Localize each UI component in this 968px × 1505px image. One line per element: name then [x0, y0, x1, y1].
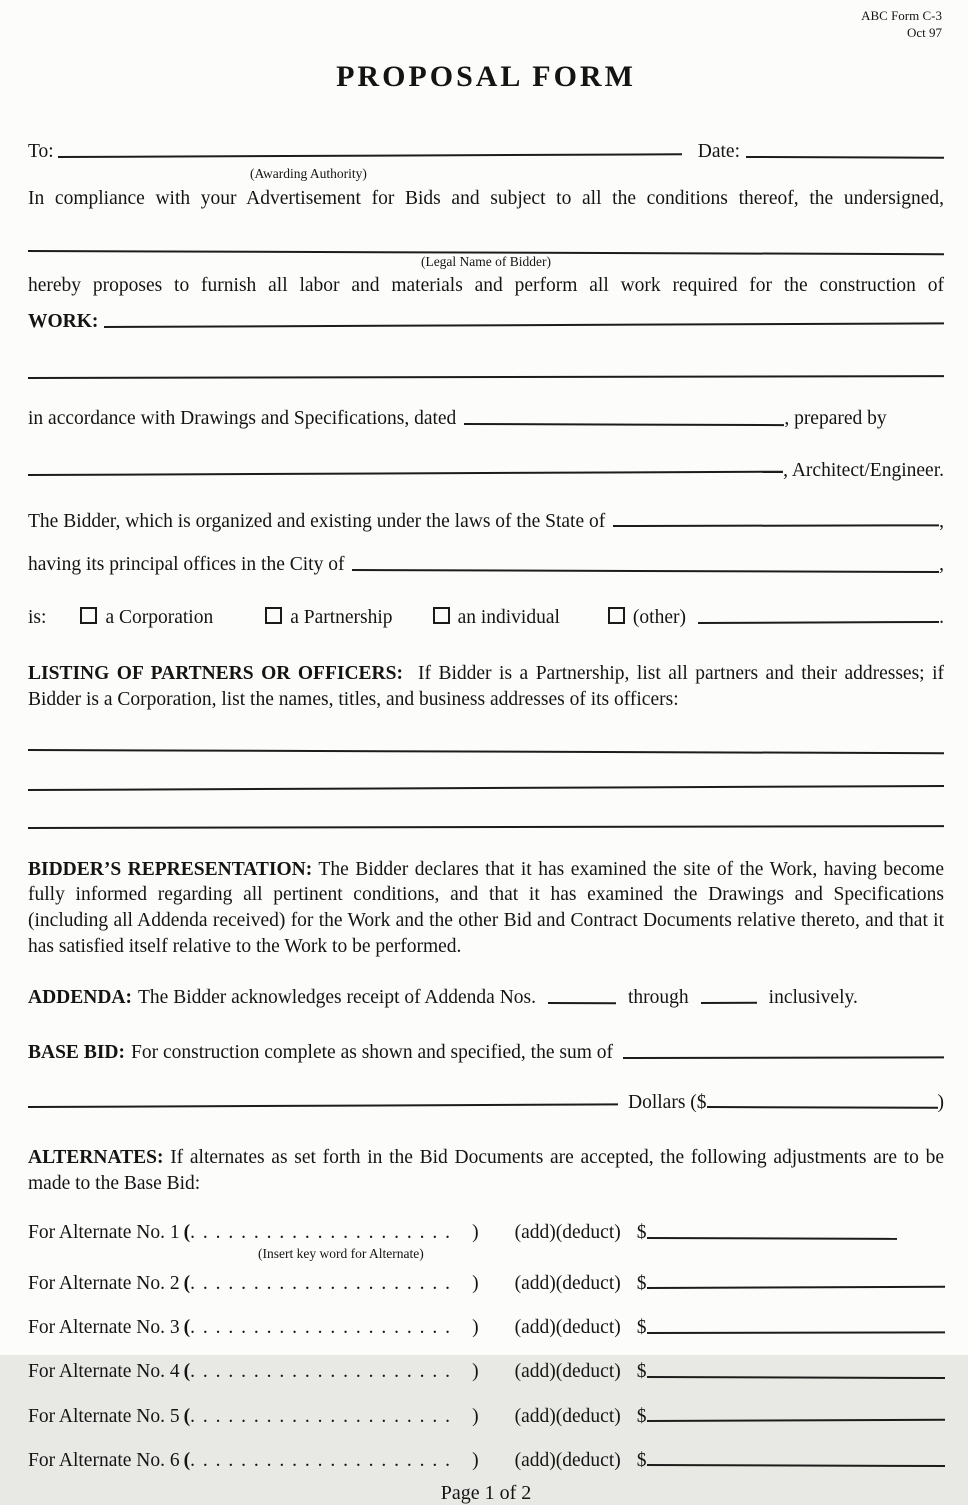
bidder-state-text: The Bidder, which is organized and existing under the laws of the State of — [28, 510, 606, 532]
alternate-row-6 — [28, 1446, 944, 1473]
alt-1-open-paren: ( — [183, 1222, 191, 1244]
alternate-row-5 — [28, 1402, 944, 1429]
city-field-line[interactable] — [352, 551, 939, 573]
alternate-1-label: For Alternate No. 1 — [28, 1222, 180, 1244]
architect-field-line[interactable] — [28, 453, 783, 476]
alternate-6-label: For Alternate No. 6 — [28, 1449, 180, 1471]
alt-5-dollar: $ — [636, 1405, 647, 1427]
alt-3-add-deduct: (add)(deduct) — [514, 1317, 621, 1339]
alt-5-amount-field[interactable] — [646, 1401, 944, 1422]
base-bid-row-1 — [28, 1039, 944, 1066]
alt-3-amount-field[interactable] — [646, 1313, 944, 1333]
alt-6-add-deduct: (add)(deduct) — [514, 1449, 621, 1471]
accordance-row-1 — [28, 405, 944, 432]
alt-5-close-paren: ) — [472, 1405, 479, 1427]
work-field-line-2[interactable] — [28, 375, 944, 379]
page-title: PROPOSAL FORM — [336, 59, 636, 93]
is-label: is: — [28, 607, 47, 629]
bidder-city-suffix: , — [939, 554, 944, 576]
base-bid-amount-field[interactable] — [707, 1088, 938, 1108]
addenda-from-field[interactable] — [548, 984, 616, 1004]
alt-2-amount-field[interactable] — [646, 1268, 944, 1289]
alternate-row-4 — [28, 1358, 944, 1385]
base-bid-sum-field[interactable] — [623, 1038, 944, 1058]
alt-4-open-paren: ( — [183, 1361, 191, 1383]
bidder-city-row — [28, 551, 944, 578]
dollars-label: Dollars ($ — [628, 1091, 707, 1113]
corporation-option — [80, 605, 213, 631]
listing-paragraph — [28, 661, 944, 712]
entity-type-row — [28, 604, 944, 631]
alternate-2-label: For Alternate No. 2 — [28, 1272, 180, 1294]
bidder-state-suffix: , — [939, 510, 944, 532]
other-field-line[interactable] — [698, 603, 939, 624]
work-field-line-1[interactable] — [104, 304, 944, 327]
to-label: To: — [28, 141, 54, 163]
alt-3-dots: . . . . . . . . . . . . . . . . . . . . . — [190, 1317, 452, 1339]
partnership-label: a Partnership — [290, 607, 393, 629]
base-bid-text: For construction complete as shown and specified, the sum of — [131, 1042, 613, 1064]
alt-1-add-deduct: (add)(deduct) — [514, 1222, 621, 1244]
alt-6-amount-field[interactable] — [647, 1446, 945, 1467]
base-bid-words-field[interactable] — [28, 1086, 618, 1108]
partnership-option — [265, 605, 392, 631]
alt-1-amount-field[interactable] — [647, 1219, 897, 1239]
representation-heading: BIDDER’S REPRESENTATION: — [28, 858, 313, 880]
partners-field-line-3[interactable] — [28, 825, 944, 829]
architect-suffix: , Architect/Engineer. — [783, 459, 944, 481]
partners-field-line-2[interactable] — [28, 785, 944, 791]
form-reference-line1: ABC Form C-3 — [861, 8, 942, 23]
partnership-checkbox[interactable] — [265, 607, 282, 624]
alt-5-open-paren: ( — [183, 1405, 191, 1427]
alt-6-close-paren: ) — [472, 1449, 479, 1471]
accordance-before-date: in accordance with Drawings and Specifications, dated — [28, 408, 457, 430]
alt-1-dots: . . . . . . . . . . . . . . . . . . . . . — [190, 1222, 452, 1244]
alt-2-close-paren: ) — [472, 1272, 479, 1294]
compliance-text: In compliance with your Advertisement for Bids and subject to all the conditions thereof, the undersigned, — [28, 188, 944, 210]
alternate-row-2 — [28, 1269, 944, 1296]
alternate-row-1 — [28, 1219, 944, 1246]
drawings-date-field-line[interactable] — [464, 405, 784, 426]
corporation-label: a Corporation — [105, 607, 214, 629]
proposes-text: hereby proposes to furnish all labor and materials and perform all work required for the construction of — [28, 274, 944, 296]
listing-heading: LISTING OF PARTNERS OR OFFICERS: — [28, 663, 403, 685]
individual-label: an individual — [457, 607, 560, 629]
alt-2-add-deduct: (add)(deduct) — [514, 1272, 621, 1294]
alternate-4-label: For Alternate No. 4 — [28, 1361, 180, 1383]
base-bid-heading: BASE BID: — [28, 1042, 125, 1064]
page-number: Page 1 of 2 — [440, 1481, 532, 1504]
alternate-row-3 — [28, 1314, 944, 1341]
date-label: Date: — [697, 141, 740, 163]
addenda-heading: ADDENDA: — [28, 987, 132, 1009]
accordance-after-date: , prepared by — [784, 408, 887, 430]
work-label: WORK: — [28, 311, 99, 333]
alt-6-open-paren: ( — [183, 1449, 191, 1471]
alternates-heading: ALTERNATES: — [28, 1147, 164, 1169]
alt-4-close-paren: ) — [472, 1361, 479, 1383]
partners-field-line-1[interactable] — [28, 749, 944, 754]
alternate-5-label: For Alternate No. 5 — [28, 1405, 180, 1427]
insert-key-word-note: (Insert key word for Alternate) — [258, 1246, 424, 1262]
addenda-to-field[interactable] — [701, 983, 757, 1003]
alternates-body: If alternates as set forth in the Bid Documents are accepted, the following adjustments are to be made to the Base Bid: — [28, 1147, 945, 1195]
to-date-row — [28, 138, 944, 165]
other-option — [608, 605, 686, 631]
alternates-paragraph — [28, 1145, 944, 1196]
alt-2-dots: . . . . . . . . . . . . . . . . . . . . . — [190, 1272, 452, 1294]
accordance-row-2 — [28, 456, 944, 483]
alt-6-dollar: $ — [636, 1449, 647, 1471]
form-reference-line2: Oct 97 — [906, 24, 942, 40]
alt-1-close-paren: ) — [472, 1222, 479, 1244]
representation-paragraph — [28, 857, 944, 960]
form-reference — [28, 8, 944, 42]
addenda-text: The Bidder acknowledges receipt of Addenda Nos. — [138, 987, 536, 1009]
other-suffix: . — [939, 607, 944, 629]
other-checkbox[interactable] — [608, 607, 625, 624]
alternate-3-label: For Alternate No. 3 — [28, 1317, 180, 1339]
addenda-through-label: through — [628, 987, 689, 1009]
alt-5-dots: . . . . . . . . . . . . . . . . . . . . . — [190, 1405, 452, 1427]
alt-4-add-deduct: (add)(deduct) — [514, 1361, 621, 1383]
alt-3-dollar: $ — [636, 1317, 647, 1339]
date-field-line[interactable] — [746, 138, 944, 158]
alt-5-add-deduct: (add)(deduct) — [514, 1405, 621, 1427]
awarding-authority-note: (Awarding Authority) — [250, 166, 367, 182]
listing-body: If Bidder is a Partnership, list all partners and their addresses; if Bidder is a Corporation, list the names, titles, and business addresses of its officers: — [28, 663, 945, 710]
to-field-line[interactable] — [58, 135, 682, 157]
base-bid-row-2 — [28, 1088, 944, 1115]
addenda-row — [28, 984, 944, 1011]
addenda-suffix: inclusively. — [768, 987, 858, 1009]
dollars-close-paren: ) — [937, 1091, 944, 1113]
alt-3-open-paren: ( — [183, 1317, 191, 1339]
representation-body: The Bidder declares that it has examined the site of the Work, having become fully informed regarding all pertinent conditions, and that it has examined the Drawings and Specifications (including all Addenda received) for the Work and the other Bid and Contract Documents relative thereto, and that it has satisfied itself relative to the Work to be performed. — [28, 858, 945, 957]
individual-option — [433, 605, 560, 631]
alt-2-open-paren: ( — [183, 1272, 191, 1294]
bidder-city-text: having its principal offices in the City of — [28, 554, 345, 576]
bidder-state-row — [28, 507, 944, 534]
alt-2-dollar: $ — [636, 1272, 647, 1294]
alt-4-dollar: $ — [636, 1361, 647, 1383]
individual-checkbox[interactable] — [433, 607, 450, 624]
alt-6-dots: . . . . . . . . . . . . . . . . . . . . . — [190, 1449, 452, 1471]
alt-4-amount-field[interactable] — [647, 1358, 945, 1379]
alt-1-dollar: $ — [636, 1222, 647, 1244]
alt-3-close-paren: ) — [472, 1317, 479, 1339]
work-row — [28, 308, 944, 335]
legal-name-note: (Legal Name of Bidder) — [420, 253, 552, 269]
alt-4-dots: . . . . . . . . . . . . . . . . . . . . . — [190, 1361, 452, 1383]
state-field-line[interactable] — [613, 507, 939, 527]
corporation-checkbox[interactable] — [80, 607, 97, 624]
other-label: (other) — [632, 607, 686, 629]
